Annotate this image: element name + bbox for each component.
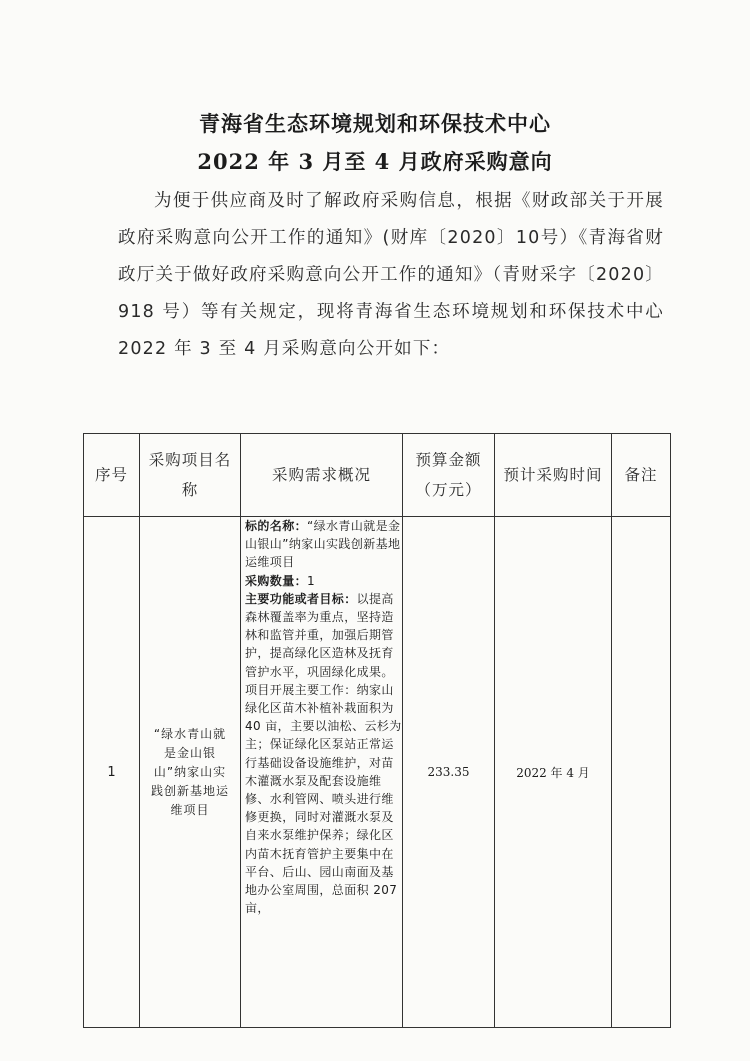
cell-name: “绿水青山就是金山银山”纳家山实践创新基地运维项目: [140, 517, 241, 1028]
desc-label-name: 标的名称：: [245, 519, 308, 533]
desc-value-goal: 以提高森林覆盖率为重点，坚持造林和监管并重，加强后期管护，提高绿化区造林及抚育管护水平，巩固绿化成果。项目开展主要工作：纳家山绿化区苗木补植补栽面积为 40 亩，主要以油松、云杉为主；保证绿化区泵站正常运行基础设备设施维护，对苗木灌溉水泵及配套设施维修、水利管网、喷头进行维修更换，同时对灌溉水泵及自来水泵维护保养；绿化区内苗木抚育管护主要集中在平台、后山、园山南面及基地办公室周围，总面积 207 亩，: [245, 591, 402, 916]
intro-paragraph: 为便于供应商及时了解政府采购信息，根据《财政部关于开展政府采购意向公开工作的通知》(财库〔2020〕10号）《青海省财政厅关于做好政府采购意向公开工作的通知》（青财采字〔2020〕918 号）等有关规定，现将青海省生态环境规划和环保技术中心 2022 年 3 至 4 月采购意向公开如下：: [118, 191, 664, 359]
cell-no: 1: [84, 517, 140, 1028]
header-name-line1: 采购项目名: [148, 451, 232, 469]
header-amount: [403, 434, 495, 517]
desc-value-quantity: 1: [307, 573, 316, 588]
header-amount-line2: （万元）: [415, 481, 482, 499]
header-remark: 备注: [612, 434, 671, 517]
document-title: 青海省生态环境规划和环保技术中心: [199, 111, 551, 136]
header-name-line2: 称: [181, 481, 199, 499]
header-desc: 采购需求概况: [241, 434, 403, 517]
procurement-table: [83, 433, 671, 1028]
cell-desc: [241, 517, 403, 1028]
cell-remark: [612, 517, 671, 1028]
document-subtitle: 2022 年 3 月至 4 月政府采购意向: [197, 149, 553, 174]
header-time: 预计采购时间: [495, 434, 612, 517]
cell-time: 2022 年 4 月: [495, 517, 612, 1028]
desc-value-name: “绿水青山就是金山银山”纳家山实践创新基地运维项目: [245, 519, 401, 570]
table-row: [84, 517, 671, 1028]
header-name: [140, 434, 241, 517]
desc-label-goal: 主要功能或者目标：: [245, 591, 357, 606]
cell-amount: 233.35: [403, 517, 495, 1028]
table-header-row: [84, 434, 671, 517]
header-no: 序号: [84, 434, 140, 517]
header-amount-line1: 预算金额: [415, 451, 482, 469]
desc-label-quantity: 采购数量：: [245, 573, 308, 588]
